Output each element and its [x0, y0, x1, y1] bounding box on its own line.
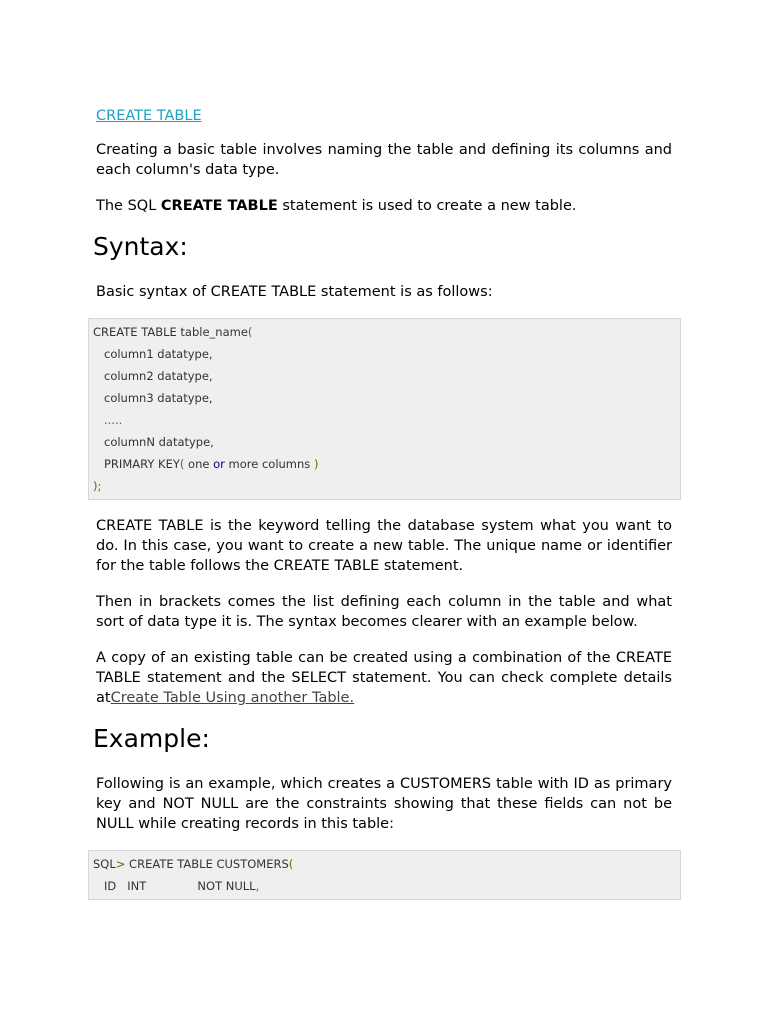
create-table-another-link[interactable]: Create Table Using another Table. [110, 690, 355, 706]
code-keyword: or [213, 457, 225, 471]
intro-paragraph-1: Creating a basic table involves naming the table and defining its columns and each column's data type. [96, 142, 672, 178]
code-text: one [184, 457, 214, 471]
code-punctuation: > [115, 857, 126, 871]
intro-bold-keyword: CREATE TABLE [160, 198, 278, 214]
code-line [93, 875, 680, 897]
description-paragraph-1: CREATE TABLE is the keyword telling the database system what you want to do. In this case, you want to create a new table. The unique name or identifier for the table follows the CREATE TABLE statement. [96, 518, 672, 574]
code-punctuation: ( [179, 457, 185, 471]
example-code-block [88, 850, 681, 900]
description-paragraph-2: Then in brackets comes the list defining each column in the table and what sort of data type it is. The syntax becomes clearer with an example below. [96, 594, 672, 630]
code-text: PRIMARY KEY [104, 457, 180, 471]
code-line [93, 853, 680, 875]
syntax-code-block [88, 318, 681, 500]
code-line: columnN datatype, [104, 435, 214, 449]
intro-text-after: statement is used to create a new table. [277, 198, 577, 214]
code-line [93, 321, 680, 343]
code-line: column3 datatype, [104, 391, 213, 405]
code-line: ); [93, 479, 102, 493]
syntax-heading: Syntax: [93, 232, 188, 261]
description-text: A copy of an existing table can be created using a combination of the CREATE TABLE statement and the SELECT statement. You can check complete details at [96, 650, 672, 706]
intro-text-before: The SQL [96, 198, 161, 214]
syntax-intro: Basic syntax of CREATE TABLE statement is as follows: [96, 284, 493, 300]
document-page [93, 105, 672, 916]
code-line: ..... [104, 413, 123, 427]
code-text: CREATE TABLE table_name [93, 325, 248, 339]
code-punctuation: , [255, 879, 260, 893]
description-paragraph-3 [96, 648, 672, 708]
code-line: column1 datatype, [104, 347, 213, 361]
code-punctuation: ( [288, 857, 294, 871]
code-punctuation: ( [247, 325, 253, 339]
code-punctuation: ) [313, 457, 319, 471]
code-text: CREATE TABLE CUSTOMERS [125, 857, 289, 871]
intro-paragraph-2 [96, 196, 672, 216]
code-line: column2 datatype, [104, 369, 213, 383]
create-table-link[interactable]: CREATE TABLE [96, 108, 202, 124]
code-text: ID INT NOT NULL [104, 879, 256, 893]
example-intro: Following is an example, which creates a CUSTOMERS table with ID as primary key and NOT NULL are the constraints showing that these fields can not be NULL while creating records in this table: [96, 776, 672, 832]
code-text: SQL [93, 857, 116, 871]
code-line [93, 453, 680, 475]
code-text: more columns [224, 457, 314, 471]
example-heading: Example: [93, 724, 210, 753]
